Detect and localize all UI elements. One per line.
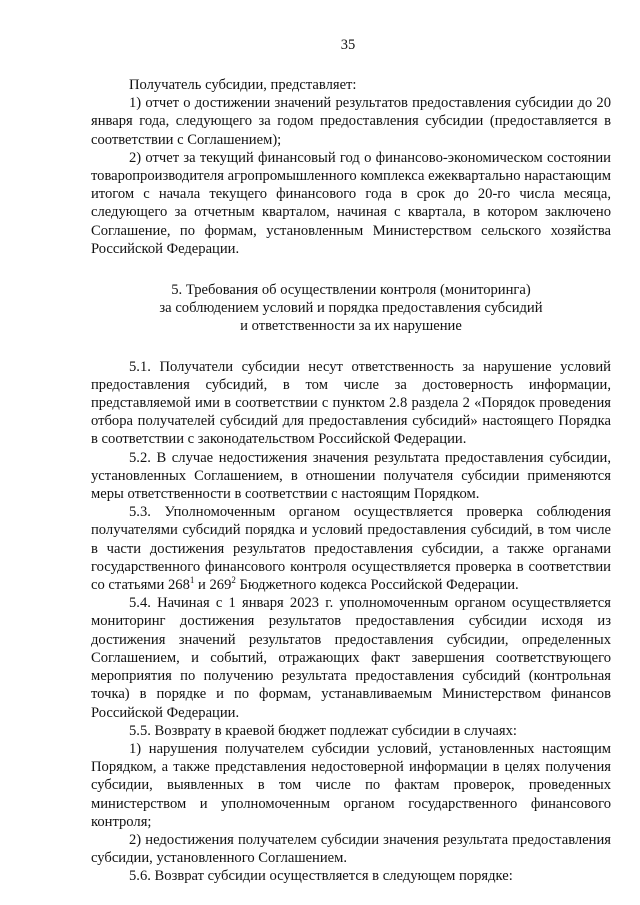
clause-5-1: 5.1. Получатели субсидии несут ответственность за нарушение условий предоставления субсидий, в том числе за достоверность информации, представляемой ими в соответствии с пунктом 2.8 раздела 2 «Порядок проведения отбора получателей субсидий для предоставления субсидий» настоящего Порядка в соответствии с законодательством Российской Федерации. (91, 358, 611, 448)
section-heading-line-1: 5. Требования об осуществлении контроля (мониторинга) (171, 282, 531, 299)
clause-5-3 (91, 503, 611, 594)
document-body (91, 76, 611, 886)
clause-5-2: 5.2. В случае недостижения значения результата предоставления субсидии, установленных Соглашением, в отношении получателя субсидии применяются меры ответственности в соответствии с настоящим Порядком. (91, 449, 611, 503)
clause-5-4: 5.4. Начиная с 1 января 2023 г. уполномоченным органом осуществляется мониторинг достижения результатов предоставления субсидии исходя из достижения значений результатов предоставления субсидии, определенных Соглашением, и событий, отражающих факт завершения соответствующего мероприятия по получению результата предоставления субсидий (контрольная точка) в порядке и по формам, устанавливаемым Министерством финансов Российской Федерации. (91, 595, 611, 721)
clause-5-6: 5.6. Возврат субсидии осуществляется в следующем порядке: (129, 868, 513, 885)
page-number: 35 (340, 37, 356, 53)
footnote-superscript-2: 2 (231, 575, 236, 586)
clause-5-3-text-b: и 269 (194, 577, 232, 594)
clause-5-3-text-a: 5.3. Уполномоченным органом осуществляется проверка соблюдения получателями субсидий порядка и условий предоставления субсидий, в том числе в части достижения результатов предоставления субсидии, а также органами государственного финансового контроля осуществляется проверка в соответствии со статьями 268 (91, 504, 611, 594)
section-heading-line-3: и ответственности за их нарушение (240, 318, 462, 335)
clause-5-3-text-c: Бюджетного кодекса Российской Федерации. (235, 577, 519, 594)
intro-paragraph: Получатель субсидии, представляет: (129, 77, 357, 93)
clause-5-5: 5.5. Возврату в краевой бюджет подлежат субсидии в случаях: (129, 722, 517, 739)
section-heading (91, 281, 611, 336)
section-heading-line-2: за соблюдением условий и порядка предоставления субсидий (159, 300, 543, 317)
intro-item-1: 1) отчет о достижении значений результатов предоставления субсидии до 20 января года, следующего за годом предоставления субсидии (предоставляется в соответствии с Соглашением); (91, 95, 611, 148)
intro-item-2: 2) отчет за текущий финансовый год о финансово-экономическом состоянии товаропроизводителя агропромышленного комплекса ежеквартально нарастающим итогом с начала текущего финансового года в срок до 20-го числа месяца, следующего за отчетным кварталом, начиная с квартала, в котором заключено Соглашение, по формам, установленным Министерством сельского хозяйства Российской Федерации. (91, 149, 611, 257)
clause-5-5-item-1: 1) нарушения получателем субсидии условий, установленных настоящим Порядком, а также представления недостоверной информации в целях получения субсидии, выявленных в том числе по фактам проверок, проведенных министерством и уполномоченным органом государственного финансового контроля; (91, 740, 611, 830)
clause-5-5-item-2: 2) недостижения получателем субсидии значения результата предоставления субсидии, установленного Соглашением. (91, 831, 611, 867)
footnote-superscript-1: 1 (189, 575, 195, 586)
